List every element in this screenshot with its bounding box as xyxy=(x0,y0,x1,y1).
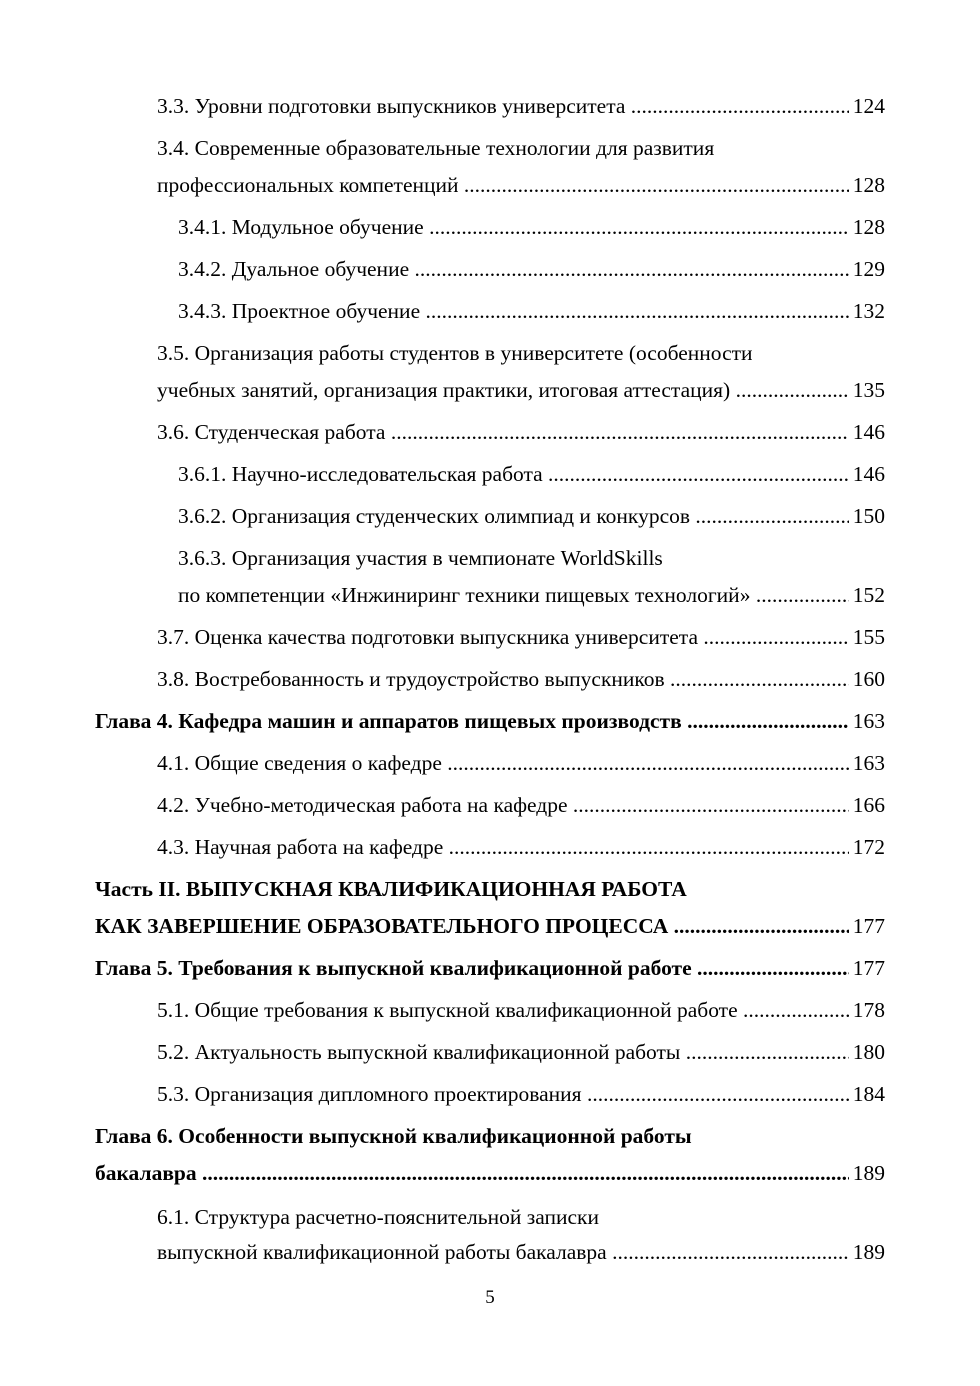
toc-page-number: 152 xyxy=(849,577,885,613)
toc-entry-title: 5.1. Общие требования к выпускной квалификационной работе ..... xyxy=(157,992,850,1028)
toc-entry-title: 3.4.2. Дуальное обучение ..... xyxy=(178,251,850,287)
toc-entry-title: 3.6. Студенческая работа ..... xyxy=(157,414,850,450)
toc-entry-title: 3.3. Уровни подготовки выпускников университета ..... xyxy=(157,88,850,124)
toc-page-number: 129 xyxy=(849,251,885,287)
toc-entry-title-cont: по компетенции «Инжиниринг техники пищевых технологий» ..... xyxy=(178,577,850,613)
page-number: 5 xyxy=(485,1287,495,1308)
toc-entry-title: 3.4. Современные образовательные технологии для развития xyxy=(157,136,715,160)
toc-page-number: 150 xyxy=(849,498,885,534)
toc-entry-title: 5.3. Организация дипломного проектирования ..... xyxy=(157,1076,850,1112)
toc-entry-title: 3.4.3. Проектное обучение ..... xyxy=(178,293,850,329)
toc-page-number: 172 xyxy=(849,829,885,865)
toc-page-number: 178 xyxy=(849,992,885,1028)
toc-page-number: 180 xyxy=(849,1034,885,1070)
toc-page-number: 146 xyxy=(849,414,885,450)
toc-entry-title: 4.3. Научная работа на кафедре ..... xyxy=(157,829,850,865)
toc-entry-title: 3.6.3. Организация участия в чемпионате WorldSkills xyxy=(178,546,663,570)
toc-chapter-title: Глава 6. Особенности выпускной квалификационной работы xyxy=(95,1124,692,1148)
toc-entry-title-cont: профессиональных компетенций ..... xyxy=(157,167,850,203)
toc-entry-title: 4.1. Общие сведения о кафедре ..... xyxy=(157,745,850,781)
toc-entry-title: 6.1. Структура расчетно-пояснительной записки xyxy=(157,1205,599,1229)
toc-entry-title: 3.6.1. Научно-исследовательская работа ..... xyxy=(178,456,850,492)
toc-page-number: 189 xyxy=(849,1234,885,1270)
toc-page-number: 128 xyxy=(849,167,885,203)
toc-page-number: 163 xyxy=(849,745,885,781)
toc-entry-title: 5.2. Актуальность выпускной квалификационной работы ..... xyxy=(157,1034,850,1070)
toc-entry-title-cont: учебных занятий, организация практики, итоговая аттестация) ..... xyxy=(157,372,850,408)
toc-entry-title: 3.5. Организация работы студентов в университете (особенности xyxy=(157,341,753,365)
toc-chapter-title: Глава 5. Требования к выпускной квалификационной работе ..... xyxy=(95,950,850,986)
toc-page-number: 177 xyxy=(849,950,885,986)
toc-entry-title: 3.8. Востребованность и трудоустройство выпускников ..... xyxy=(157,661,850,697)
toc-page-number: 124 xyxy=(849,88,885,124)
toc-entry-title: 3.7. Оценка качества подготовки выпускника университета ..... xyxy=(157,619,850,655)
toc-chapter-title-cont: бакалавра ..... xyxy=(95,1155,850,1191)
toc-entry-title: 3.4.1. Модульное обучение ..... xyxy=(178,209,850,245)
toc-page-number: 166 xyxy=(849,787,885,823)
toc-page-number: 146 xyxy=(849,456,885,492)
toc-page-number: 155 xyxy=(849,619,885,655)
toc-entry-title-cont: выпускной квалификационной работы бакалавра ..... xyxy=(157,1234,850,1270)
toc-page-number: 177 xyxy=(849,908,885,944)
toc-part-title-cont: КАК ЗАВЕРШЕНИЕ ОБРАЗОВАТЕЛЬНОГО ПРОЦЕССА ..... xyxy=(95,908,850,944)
toc-page-number: 184 xyxy=(849,1076,885,1112)
toc-page-number: 132 xyxy=(849,293,885,329)
toc-page-number: 160 xyxy=(849,661,885,697)
toc-entry-title: 4.2. Учебно-методическая работа на кафедре ..... xyxy=(157,787,850,823)
toc-page-number: 135 xyxy=(849,372,885,408)
toc-entry-title: 3.6.2. Организация студенческих олимпиад и конкурсов ..... xyxy=(178,498,850,534)
toc-part-title: Часть II. ВЫПУСКНАЯ КВАЛИФИКАЦИОННАЯ РАБОТА xyxy=(95,877,687,901)
toc-page-number: 189 xyxy=(849,1155,885,1191)
toc-chapter-title: Глава 4. Кафедра машин и аппаратов пищевых производств ..... xyxy=(95,703,850,739)
toc-page-number: 163 xyxy=(849,703,885,739)
toc-page-number: 128 xyxy=(849,209,885,245)
